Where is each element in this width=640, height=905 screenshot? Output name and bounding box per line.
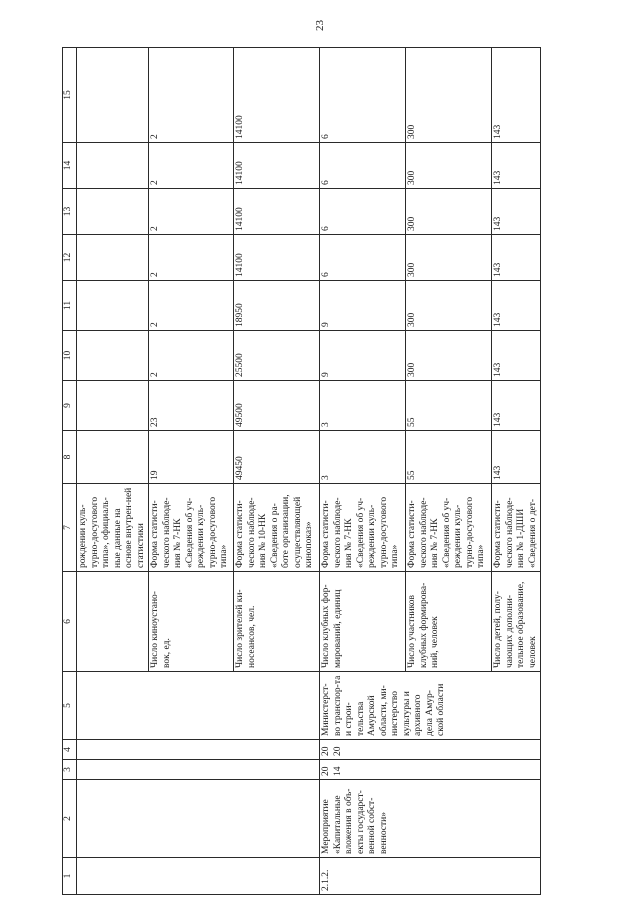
value-cell: 300 (406, 143, 492, 189)
table-cell (77, 672, 320, 740)
value-cell: 2 (149, 48, 234, 143)
value-cell: 55 (406, 431, 492, 484)
value-cell: 14100 (234, 235, 320, 281)
table-cell (77, 740, 320, 760)
header-cell: 9 (63, 381, 77, 431)
value-cell: 14100 (234, 48, 320, 143)
value-cell: 3 (320, 381, 406, 431)
indicator-source: Форма статисти-ческого наблюде-ния № 1-ДШИ «Сведения о дет- (492, 484, 541, 572)
indicator-name: Число киноустано-вок, ед. (149, 572, 234, 672)
table-cell (77, 572, 149, 672)
value-cell: 143 (492, 48, 541, 143)
indicator-source: рождении куль-турно-досугового типа», официаль-ные данные на основе внутрен-ней статистики (77, 484, 149, 572)
header-row (63, 48, 77, 895)
indicators-table (62, 47, 541, 895)
value-cell: 55 (406, 381, 492, 431)
responsible-executor: Министерст-во транспор-та и строи-тельства Амурской области, ми-нистерство культуры и архивного дела Амур-ской области (320, 672, 541, 740)
value-cell: 143 (492, 143, 541, 189)
value-cell: 14100 (234, 189, 320, 235)
value-cell: 143 (492, 281, 541, 331)
value-cell: 2 (149, 331, 234, 381)
value-cell: 6 (320, 143, 406, 189)
table-cell (77, 381, 149, 431)
value-cell: 25500 (234, 331, 320, 381)
value-cell: 6 (320, 235, 406, 281)
value-cell: 300 (406, 189, 492, 235)
value-cell: 2 (149, 143, 234, 189)
value-cell: 49450 (234, 431, 320, 484)
indicator-source: Форма статисти-ческого наблюде-ния № 7-НК «Сведения об уч-реждении куль-турно-досугового типа» (406, 484, 492, 572)
value-cell: 23 (149, 381, 234, 431)
value-cell: 9 (320, 281, 406, 331)
header-cell: 4 (63, 740, 77, 760)
header-cell: 6 (63, 572, 77, 672)
value-cell: 2 (149, 189, 234, 235)
value-cell: 3 (320, 431, 406, 484)
header-cell: 11 (63, 281, 77, 331)
table-cell (77, 48, 149, 143)
value-cell: 6 (320, 189, 406, 235)
table-row (320, 48, 406, 895)
page-number: 23 (314, 20, 326, 31)
value-cell: 18950 (234, 281, 320, 331)
indicator-source: Форма статисти-ческого наблюде-ния № 7-НК «Сведения об уч-реждении куль-турно-досугового типа» (320, 484, 406, 572)
header-cell: 2 (63, 780, 77, 858)
value-cell: 143 (492, 189, 541, 235)
header-cell: 5 (63, 672, 77, 740)
header-cell: 13 (63, 189, 77, 235)
header-cell: 7 (63, 484, 77, 572)
value-cell: 300 (406, 48, 492, 143)
indicator-source: Форма статисти-ческого наблюде-ния № 7-НК «Сведения об уч-реждении куль-турно-досугового типа» (149, 484, 234, 572)
value-cell: 143 (492, 381, 541, 431)
end-year: 2020 (320, 740, 541, 760)
header-cell: 8 (63, 431, 77, 484)
value-cell: 49500 (234, 381, 320, 431)
header-cell: 1 (63, 858, 77, 895)
value-cell: 14100 (234, 143, 320, 189)
value-cell: 143 (492, 331, 541, 381)
value-cell: 2 (149, 281, 234, 331)
value-cell: 19 (149, 431, 234, 484)
header-cell: 14 (63, 143, 77, 189)
value-cell: 2 (149, 235, 234, 281)
value-cell: 300 (406, 235, 492, 281)
value-cell: 9 (320, 331, 406, 381)
header-cell: 10 (63, 331, 77, 381)
table-cell (77, 858, 320, 895)
header-cell: 3 (63, 760, 77, 780)
value-cell: 300 (406, 281, 492, 331)
indicator-source: Форма статисти-ческого наблюде-ния № 10-НК «Сведения о ра-боте организации, осуществляющей кинопоказ» (234, 484, 320, 572)
value-cell: 6 (320, 48, 406, 143)
indicator-name: Число клубных фор-мирований, единиц (320, 572, 406, 672)
item-number: 2.1.2. (320, 858, 541, 895)
value-cell: 143 (492, 235, 541, 281)
table-cell (77, 281, 149, 331)
table-cell (77, 143, 149, 189)
indicator-name: Число детей, полу-чающих дополни-тельное образование, человек (492, 572, 541, 672)
value-cell: 300 (406, 331, 492, 381)
start-year: 2014 (320, 760, 541, 780)
table-row (77, 48, 149, 895)
header-cell: 15 (63, 48, 77, 143)
table-cell (77, 431, 149, 484)
table-cell (77, 189, 149, 235)
value-cell: 143 (492, 431, 541, 484)
indicator-name: Число участников клубных формирова-ний, человек (406, 572, 492, 672)
activity-name: Мероприятие «Капитальные вложения в объ-екты государст-венной собст-венности» (320, 780, 541, 858)
table-cell (77, 331, 149, 381)
table-cell (77, 235, 149, 281)
rotated-page (62, 48, 536, 895)
table-cell (77, 780, 320, 858)
table-cell (77, 760, 320, 780)
indicator-name: Число зрителей ки-носеансов, чел. (234, 572, 320, 672)
header-cell: 12 (63, 235, 77, 281)
